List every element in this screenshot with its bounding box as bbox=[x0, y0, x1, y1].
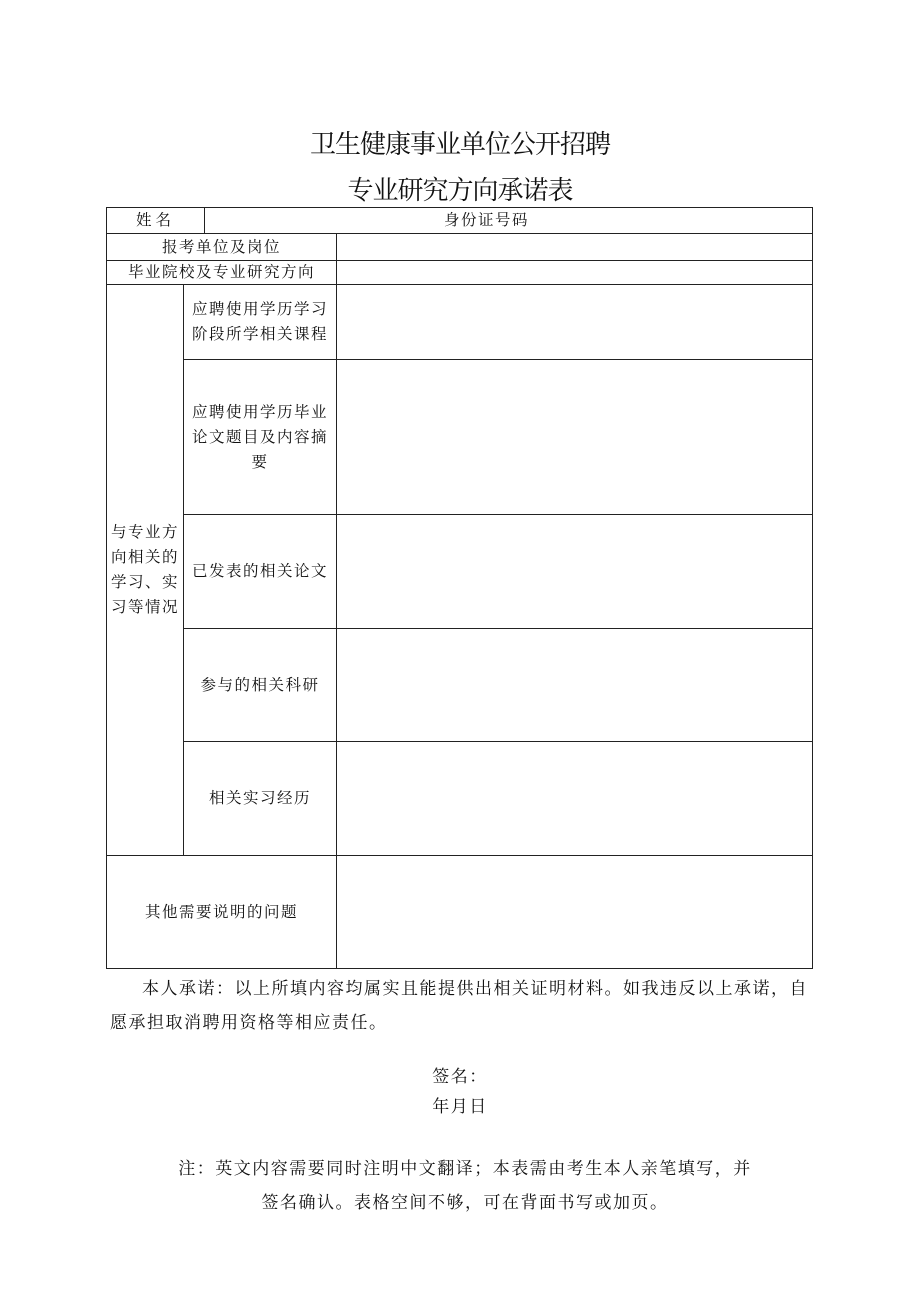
study-practice-group-label: 与专业方向相关的学习、实习等情况 bbox=[110, 523, 179, 616]
pledge-text: 本人承诺：以上所填内容均属实且能提供出相关证明材料。如我违反以上承诺，自愿承担取消聘用资格等相应责任。 bbox=[110, 979, 808, 1033]
unit-position-field[interactable] bbox=[337, 234, 812, 260]
other-issues-field[interactable] bbox=[337, 856, 812, 968]
signature-label: 签名： bbox=[432, 1067, 488, 1087]
research-field[interactable] bbox=[337, 629, 812, 741]
date-label: 年月日 bbox=[432, 1097, 488, 1117]
note-text: 注：英文内容需要同时注明中文翻译；本表需由考生本人亲笔填写，并签名确认。表格空间不够，可在背面书写或加页。 bbox=[178, 1159, 752, 1213]
commitment-table bbox=[106, 207, 813, 969]
id-number-label: 身份证号码 bbox=[443, 211, 529, 229]
other-issues-label: 其他需要说明的问题 bbox=[144, 902, 298, 921]
school-major-label: 毕业院校及专业研究方向 bbox=[127, 263, 315, 281]
thesis-label: 应聘使用学历毕业论文题目及内容摘要 bbox=[191, 402, 328, 471]
research-label: 参与的相关科研 bbox=[200, 675, 320, 694]
courses-label: 应聘使用学历学习阶段所学相关课程 bbox=[191, 300, 328, 343]
school-major-field[interactable] bbox=[337, 261, 812, 284]
internship-field[interactable] bbox=[337, 742, 812, 855]
published-papers-field[interactable] bbox=[337, 515, 812, 628]
name-label: 姓名 bbox=[135, 211, 175, 229]
thesis-field[interactable] bbox=[337, 360, 812, 514]
unit-position-label: 报考单位及岗位 bbox=[161, 237, 281, 256]
courses-field[interactable] bbox=[337, 285, 812, 359]
published-papers-label: 已发表的相关论文 bbox=[191, 562, 328, 580]
id-number-field[interactable] bbox=[620, 208, 812, 233]
form-title: 卫生健康事业单位公开招聘 bbox=[309, 130, 610, 160]
form-subtitle: 专业研究方向承诺表 bbox=[347, 176, 573, 206]
internship-label: 相关实习经历 bbox=[208, 789, 311, 807]
